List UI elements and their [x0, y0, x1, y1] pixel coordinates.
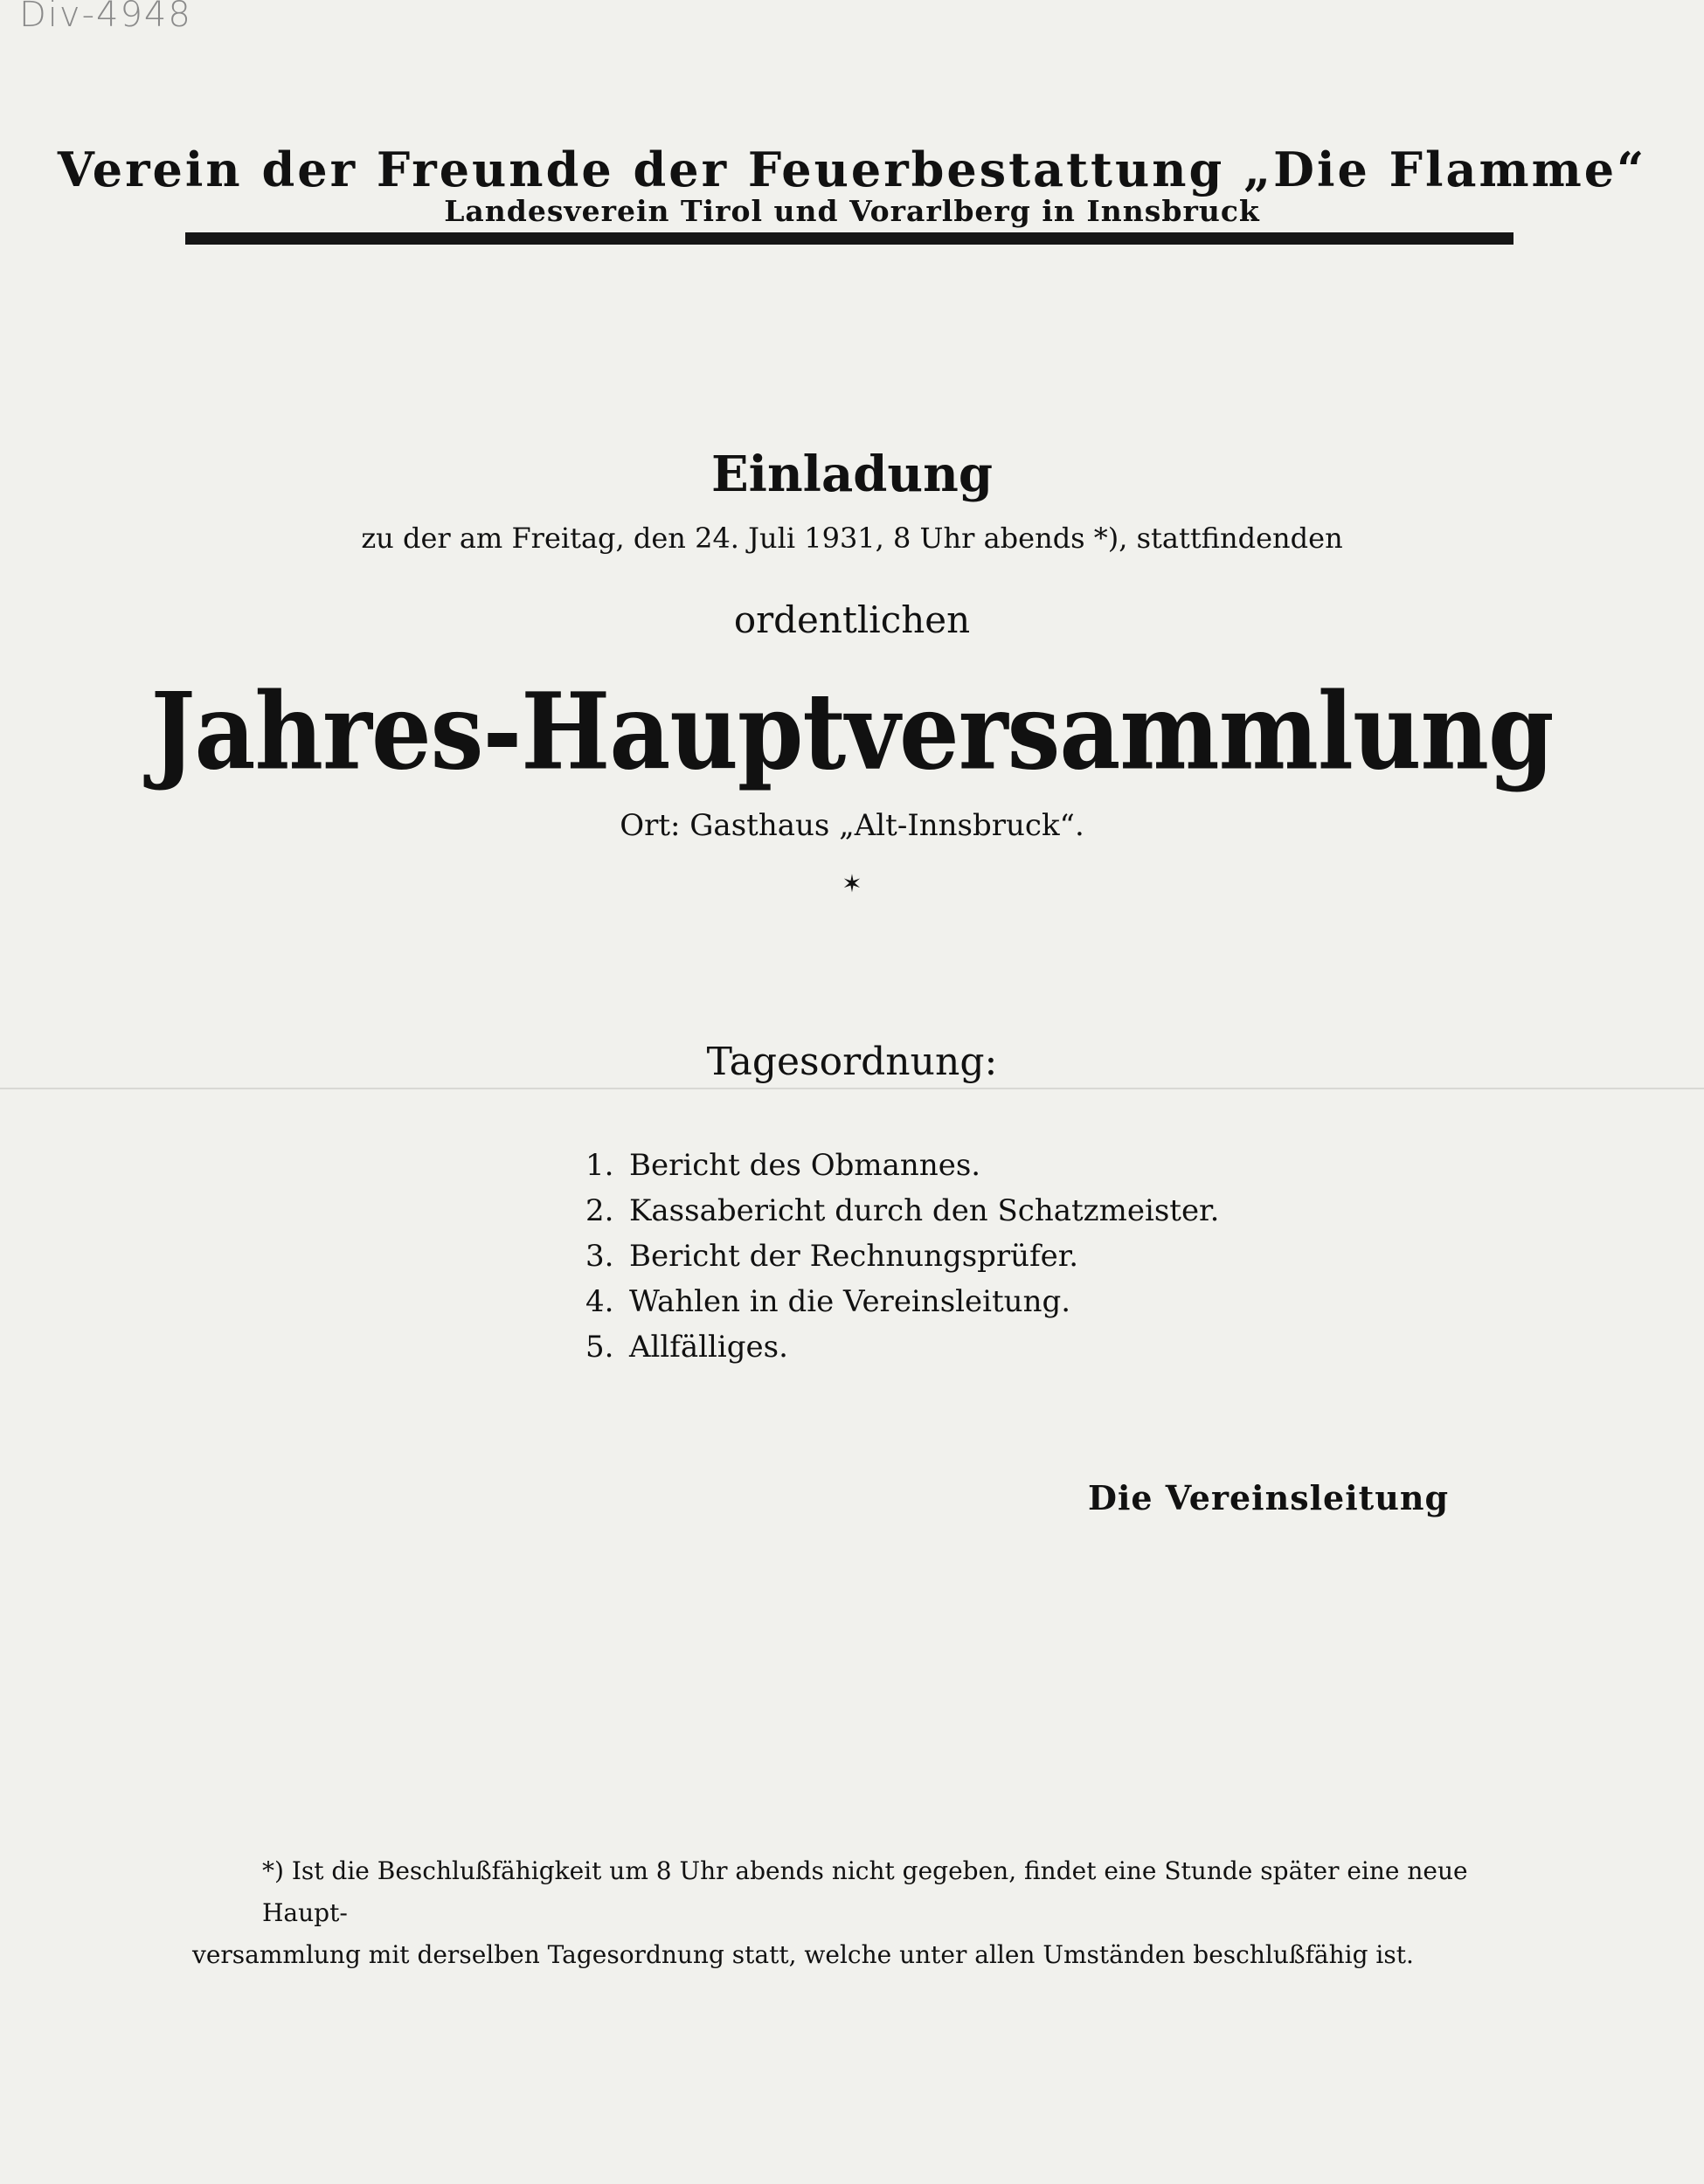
agenda-item: [585, 1143, 1219, 1188]
agenda-item-number: 4.: [585, 1284, 614, 1319]
agenda-item-number: 3.: [585, 1239, 614, 1274]
agenda-item-text: Kassabericht durch den Schatzmeister.: [629, 1193, 1220, 1228]
agenda-item-text: Bericht des Obmannes.: [629, 1148, 981, 1183]
footnote-line-1: *) Ist die Beschlußfähigkeit um 8 Uhr abends nicht gegeben, findet eine Stunde später eine neue Haupt-: [262, 1856, 1468, 1927]
paper-fold-line: [0, 1088, 1704, 1089]
footnote: [192, 1850, 1529, 1976]
footnote-line-2: versammlung mit derselben Tagesordnung statt, welche unter allen Umständen beschlußfähig ist.: [192, 1940, 1414, 1969]
event-title: Jahres-Hauptversammlung: [150, 670, 1554, 794]
agenda-item-number: 5.: [585, 1330, 614, 1365]
agenda-item: [585, 1324, 1219, 1370]
invitation-date-line: zu der am Freitag, den 24. Juli 1931, 8 Uhr abends *), stattfindenden: [361, 522, 1343, 555]
agenda-item-text: Wahlen in die Vereinsleitung.: [629, 1284, 1071, 1319]
event-location: Ort: Gasthaus „Alt-Innsbruck“.: [620, 808, 1084, 843]
agenda-list: [585, 1143, 1219, 1370]
invitation-qualifier: ordentlichen: [733, 598, 971, 641]
agenda-heading: Tagesordnung:: [706, 1040, 998, 1084]
letterhead-title: Verein der Freunde der Feuerbestattung „Die Flamme“: [57, 142, 1647, 197]
agenda-item-text: Bericht der Rechnungsprüfer.: [629, 1239, 1079, 1274]
agenda-item-text: Allfälliges.: [629, 1330, 788, 1365]
archive-mark: Div-4948: [19, 0, 192, 35]
agenda-item: [585, 1234, 1219, 1279]
agenda-item-number: 2.: [585, 1193, 614, 1228]
invitation-heading: Einladung: [711, 446, 993, 503]
signature: Die Vereinsleitung: [1088, 1478, 1450, 1517]
agenda-item-number: 1.: [585, 1148, 614, 1183]
agenda-item: [585, 1188, 1219, 1234]
letterhead-subtitle: Landesverein Tirol und Vorarlberg in Innsbruck: [444, 194, 1260, 228]
letterhead-rule: [185, 232, 1514, 245]
star-ornament-icon: ✶: [842, 869, 862, 898]
agenda-item: [585, 1279, 1219, 1324]
